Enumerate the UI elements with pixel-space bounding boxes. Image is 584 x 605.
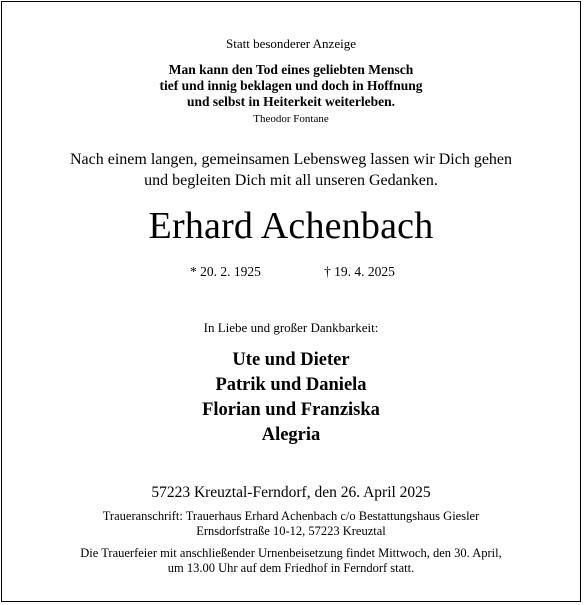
quote-author: Theodor Fontane bbox=[253, 113, 329, 125]
notice-header: Statt besonderer Anzeige bbox=[226, 36, 356, 51]
family-member: Patrik und Daniela bbox=[215, 375, 367, 395]
family-member: Florian und Franziska bbox=[202, 400, 380, 420]
obituary-notice bbox=[1, 1, 581, 602]
quote-line-3: und selbst in Heiterkeit weiterleben. bbox=[186, 94, 396, 109]
address-line-1: Traueranschrift: Trauerhaus Erhard Achenbach c/o Bestattungshaus Giesler bbox=[102, 509, 480, 523]
deceased-name: Erhard Achenbach bbox=[148, 205, 434, 247]
quote-line-2: tief und innig beklagen und doch in Hoffnung bbox=[159, 78, 423, 93]
death-date: † 19. 4. 2025 bbox=[324, 264, 395, 279]
thanks-line: In Liebe und großer Dankbarkeit: bbox=[203, 320, 379, 335]
intro-line-1: Nach einem langen, gemeinsamen Lebensweg lassen wir Dich gehen bbox=[69, 151, 513, 168]
family-list bbox=[2, 348, 580, 448]
family-member: Ute und Dieter bbox=[232, 350, 350, 370]
quote-line-1: Man kann den Tod eines geliebten Mensch bbox=[168, 62, 414, 77]
place-date: 57223 Kreuztal-Ferndorf, den 26. April 2025 bbox=[151, 484, 431, 501]
intro-text bbox=[2, 149, 580, 191]
ceremony-line-2: um 13.00 Uhr auf dem Friedhof in Ferndorf statt. bbox=[167, 561, 415, 575]
family-member: Alegria bbox=[261, 425, 321, 445]
quote bbox=[2, 62, 580, 110]
ceremony-line-1: Die Trauerfeier mit anschließender Urnenbeisetzung findet Mittwoch, den 30. April, bbox=[80, 546, 502, 560]
address-line-2: Ernsdorfstraße 10-12, 57223 Kreuztal bbox=[196, 524, 386, 538]
birth-date: * 20. 2. 1925 bbox=[190, 264, 261, 279]
mourning-address bbox=[2, 509, 580, 539]
ceremony-info bbox=[2, 546, 580, 576]
intro-line-2: und begleiten Dich mit all unseren Gedanken. bbox=[144, 172, 438, 189]
